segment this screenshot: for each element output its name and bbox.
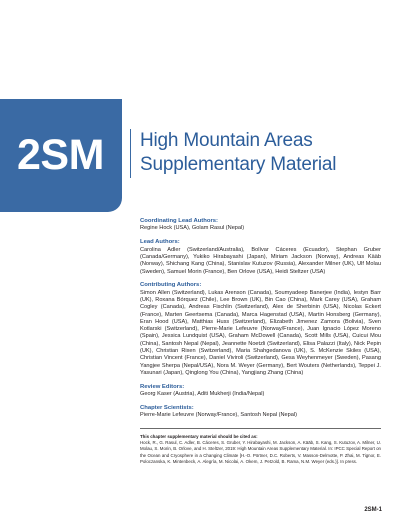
page-number: 2SM-1	[364, 507, 382, 513]
author-list	[140, 218, 381, 465]
chapter-scientists-text: Pierre-Marie Lefeuvre (Norway/France), Santosh Nepal (Nepal)	[140, 412, 297, 419]
lead-authors-section	[140, 239, 381, 276]
lead-authors-text: Carolina Adler (Switzerland/Australia), Bolívar Cáceres (Ecuador), Stephan Gruber (Canada/Germany), Yukiko Hirabayashi (Japan), Miriam Jackson (Norway), Andreas Kääb (Norway), Shichang Kang (China), Stanislav Kutuzov (Russia), Alexander Milner (UK), Ulf Molau (Sweden), Samuel Morin (France), Ben Orlove (USA), Heidi Steltzer (USA)	[140, 246, 381, 275]
citation-intro: This chapter supplementary material should be cited as:	[140, 433, 258, 439]
contributing-authors-text: Simon Allen (Switzerland), Lukas Arenson (Canada), Soumyadeep Banerjee (India), Iestyn Barr (UK), Roxana Bórquez (Chile), Lee Brown (UK), Bin Cao (China), Mark Carey (USA), Graham Cogley (Canada), Andreas Fischlin (Switzerland), Alex de Sherbinin (USA), Nicolas Eckert (France), Marten Geertsema (Canada), Marca Hagenstad (USA), Martin Honsberg (Germany), Eran Hood (USA), Matthias Huss (Switzerland), Elizabeth Jimenez Zamora (Bolivia), Sven Kotlarski (Switzerland), Pierre-Marie Lefeuvre (Norway/France), Juan Ignacio López Moreno (Spain), Jessica Lundquist (USA), Graham McDowell (Canada), Scott Mills (USA), Cuicui Mou (China), Santosh Nepal (Nepal), Jeannette Noetzli (Switzerland), Elisa Palazzi (Italy), Nick Pepin (UK), Christian Rixen (Switzerland), Maria Shahgedanova (UK), S. McKenzie Skiles (USA), Christian Vincent (France), Daniel Viviroli (Switzerland), Gesa Weyhenmeyer (Sweden), Pasang Yangjee Sherpa (Nepal/USA), Nora M. Weyer (Germany), Bert Wouters (Netherlands), Teppei J. Yasunari (Japan), Qinglong You (China), Yangjiang Zhang (China)	[140, 289, 381, 376]
review-editors-heading: Review Editors:	[140, 383, 185, 390]
title-rule	[130, 129, 131, 178]
citation-divider	[140, 428, 381, 429]
chapter-title	[140, 129, 336, 177]
coordinating-lead-authors-text: Regine Hock (USA), Golam Rasul (Nepal)	[140, 225, 245, 232]
lead-authors-heading: Lead Authors:	[140, 239, 180, 246]
citation-block	[140, 434, 381, 465]
chapter-title-line1: High Mountain Areas	[140, 130, 313, 151]
coordinating-lead-authors-section	[140, 218, 381, 233]
chapter-title-line2: Supplementary Material	[140, 154, 337, 175]
review-editors-section	[140, 384, 381, 399]
contributing-authors-heading: Contributing Authors:	[140, 282, 202, 289]
chapter-scientists-section	[140, 405, 381, 420]
chapter-tab	[0, 99, 122, 212]
coordinating-lead-authors-heading: Coordinating Lead Authors:	[140, 218, 218, 224]
chapter-code: 2SM	[17, 131, 104, 179]
chapter-scientists-heading: Chapter Scientists:	[140, 404, 194, 411]
review-editors-text: Georg Kaser (Austria), Aditi Mukherji (India/Nepal)	[140, 391, 265, 398]
contributing-authors-section	[140, 282, 381, 377]
citation-text: Hock, R., G. Rasul, C. Adler, B. Cáceres, S. Gruber, Y. Hirabayashi, M. Jackson, A. Kääb, S. Kang, S. Kutuzov, A. Milner, U. Molau, S. Morin, B. Orlove, and H. Steltzer, 2019: High Mountain Areas Supplementary Material. In: IPCC Special Report on the Ocean and Cryosphere in a Changing Climate [H.-O. Pörtner, D.C. Roberts, V. Masson-Delmotte, P. Zhai, M. Tignor, E. Poloczanska, K. Mintenbeck, A. Alegría, M. Nicolai, A. Okem, J. Petzold, B. Rama, N.M. Weyer (eds.)]. In press.	[140, 439, 381, 464]
